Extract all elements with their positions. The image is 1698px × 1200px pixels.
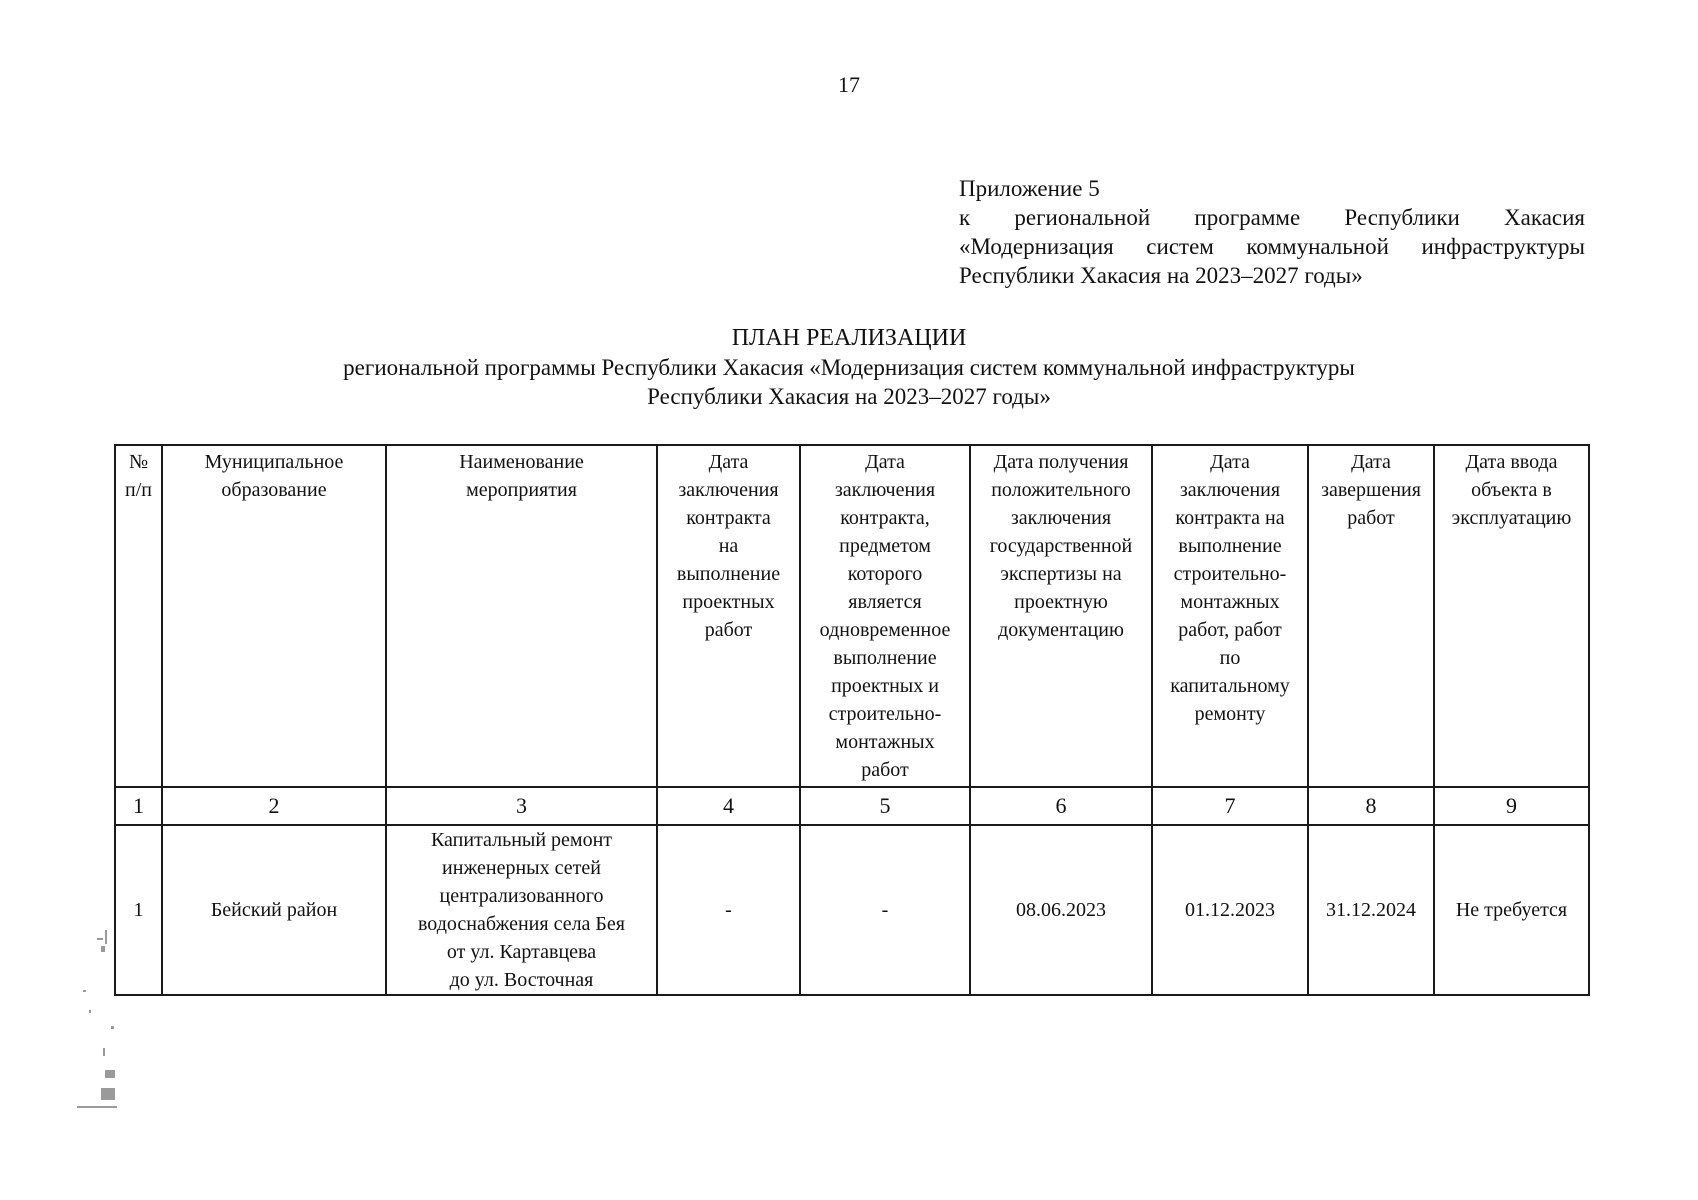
- appendix-line: Республики Хакасия на 2023–2027 годы»: [959, 263, 1363, 288]
- document-subtitle: региональной программы Республики Хакасия «Модернизация систем коммунальной инфраструктуры: [343, 355, 1355, 380]
- column-number-cell: 1: [115, 787, 162, 825]
- header-cell-completion: Дата завершения работ: [1308, 445, 1434, 787]
- header-cell-event: Наименование мероприятия: [386, 445, 657, 787]
- column-number-cell: 8: [1308, 787, 1434, 825]
- appendix-block: [959, 174, 1585, 290]
- table-header-row: [115, 445, 1589, 787]
- header-cell-construction-contract: Дата заключения контракта на выполнение строительно- монтажных работ, работ по капитальному ремонту: [1152, 445, 1308, 787]
- cell-event: Капитальный ремонт инженерных сетей централизованного водоснабжения села Бея от ул. Картавцева до ул. Восточная: [386, 825, 657, 995]
- cell-combined-contract-date: -: [800, 825, 970, 995]
- appendix-title: Приложение 5: [959, 176, 1100, 201]
- cell-commissioning-date: Не требуется: [1434, 825, 1589, 995]
- column-number-cell: 6: [970, 787, 1152, 825]
- cell-completion-date: 31.12.2024: [1308, 825, 1434, 995]
- appendix-line: «Модернизация систем коммунальной инфраструктуры: [959, 234, 1585, 259]
- header-cell-municipality: Муниципальное образование: [162, 445, 386, 787]
- cell-construction-contract-date: 01.12.2023: [1152, 825, 1308, 995]
- page-number: 17: [838, 72, 860, 97]
- document-subtitle: Республики Хакасия на 2023–2027 годы»: [647, 384, 1051, 409]
- column-number-cell: 3: [386, 787, 657, 825]
- document-title: ПЛАН РЕАЛИЗАЦИИ: [731, 325, 967, 351]
- column-number-cell: 7: [1152, 787, 1308, 825]
- header-cell-combined-contract: Дата заключения контракта, предметом которого является одновременное выполнение проектных и строительно- монтажных работ: [800, 445, 970, 787]
- plan-table: [114, 444, 1590, 996]
- column-number-cell: 9: [1434, 787, 1589, 825]
- column-number-cell: 2: [162, 787, 386, 825]
- cell-design-contract-date: -: [657, 825, 800, 995]
- header-cell-design-contract: Дата заключения контракта на выполнение проектных работ: [657, 445, 800, 787]
- appendix-line: к региональной программе Республики Хакасия: [959, 205, 1585, 230]
- cell-municipality: Бейский район: [162, 825, 386, 995]
- cell-number: 1: [115, 825, 162, 995]
- document-title-block: [0, 324, 1698, 411]
- column-number-cell: 4: [657, 787, 800, 825]
- header-cell-number: № п/п: [115, 445, 162, 787]
- header-cell-commissioning: Дата ввода объекта в эксплуатацию: [1434, 445, 1589, 787]
- header-cell-expertise: Дата получения положительного заключения государственной экспертизы на проектную документацию: [970, 445, 1152, 787]
- column-number-cell: 5: [800, 787, 970, 825]
- cell-expertise-date: 08.06.2023: [970, 825, 1152, 995]
- table-column-numbers-row: [115, 787, 1589, 825]
- table-row: [115, 825, 1589, 995]
- scan-artifact: [75, 930, 119, 1120]
